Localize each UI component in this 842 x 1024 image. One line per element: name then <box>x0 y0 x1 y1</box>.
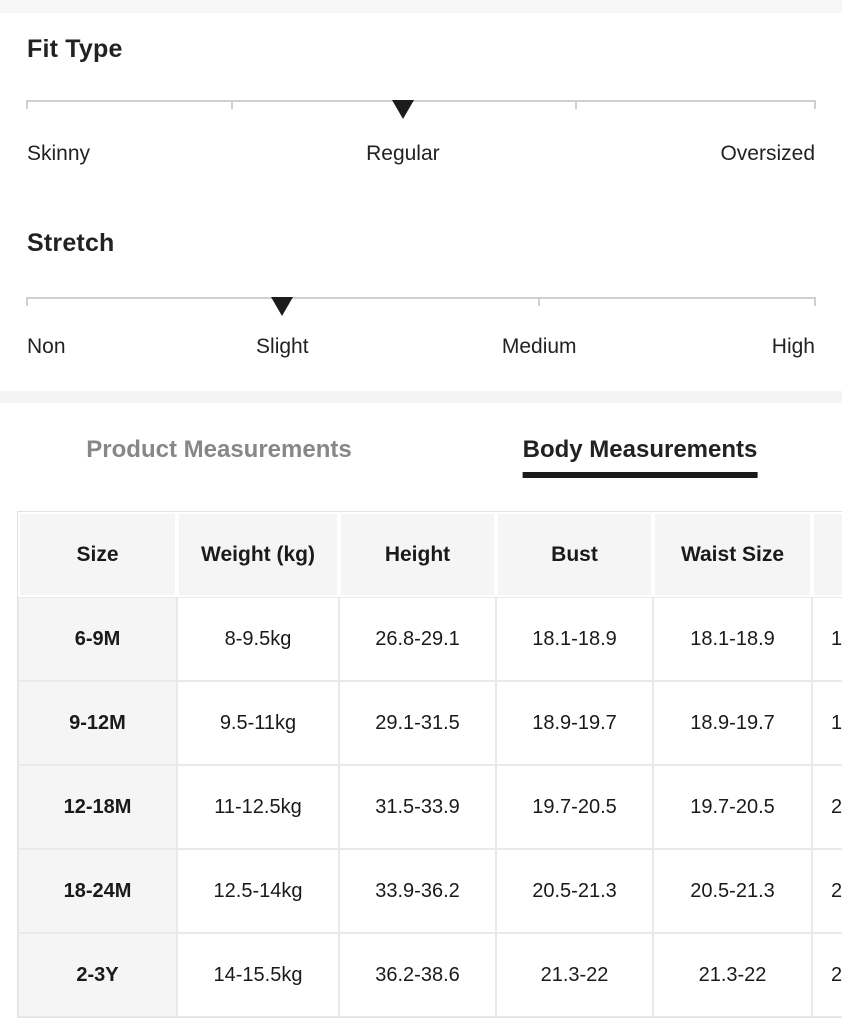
body-measurements-table-wrapper <box>17 511 842 1018</box>
fit-option-skinny: Skinny <box>27 142 91 165</box>
slider-tick <box>26 100 28 109</box>
cell-weight: 11-12.5kg <box>177 765 339 849</box>
cell-waist: 19.7-20.5 <box>653 765 812 849</box>
cell-bust: 21.3-22 <box>496 933 653 1017</box>
measurement-tabs <box>0 436 842 511</box>
section-separator-band <box>0 391 842 403</box>
cell-weight: 8-9.5kg <box>177 597 339 681</box>
col-header-height: Height <box>339 512 496 597</box>
cell-height: 29.1-31.5 <box>339 681 496 765</box>
table-row <box>18 849 842 933</box>
slider-tick <box>538 297 540 306</box>
table-header-row <box>18 512 842 597</box>
slider-tick <box>814 100 816 109</box>
table-row <box>18 597 842 681</box>
table-row <box>18 933 842 1017</box>
cell-waist: 21.3-22 <box>653 933 812 1017</box>
cell-bust: 19.7-20.5 <box>496 765 653 849</box>
cell-bust: 18.9-19.7 <box>496 681 653 765</box>
col-header-clipped <box>812 512 842 597</box>
stretch-labels <box>27 335 815 359</box>
cell-clipped: 2 <box>812 765 842 849</box>
stretch-option-high: High <box>771 335 815 358</box>
cell-waist: 18.9-19.7 <box>653 681 812 765</box>
col-header-size: Size <box>18 512 177 597</box>
stretch-option-medium: Medium <box>501 335 577 358</box>
stretch-slider-track <box>27 297 815 299</box>
cell-waist: 18.1-18.9 <box>653 597 812 681</box>
cell-bust: 18.1-18.9 <box>496 597 653 681</box>
cell-clipped: 2 <box>812 849 842 933</box>
stretch-marker-triangle-icon <box>271 297 293 316</box>
stretch-option-slight: Slight <box>256 335 309 358</box>
table-row <box>18 681 842 765</box>
top-separator-band <box>0 0 842 13</box>
tab-product-measurements[interactable]: Product Measurements <box>86 436 352 463</box>
cell-waist: 20.5-21.3 <box>653 849 812 933</box>
cell-height: 31.5-33.9 <box>339 765 496 849</box>
slider-tick <box>575 100 577 109</box>
cell-clipped: 2 <box>812 933 842 1017</box>
cell-size: 6-9M <box>18 597 177 681</box>
cell-bust: 20.5-21.3 <box>496 849 653 933</box>
fit-type-slider-track <box>27 100 815 102</box>
fit-option-regular: Regular <box>366 142 440 165</box>
cell-height: 26.8-29.1 <box>339 597 496 681</box>
fit-type-marker-triangle-icon <box>392 100 414 119</box>
col-header-weight: Weight (kg) <box>177 512 339 597</box>
cell-size: 2-3Y <box>18 933 177 1017</box>
slider-tick <box>231 100 233 109</box>
stretch-title: Stretch <box>27 229 115 257</box>
stretch-option-non: Non <box>27 335 66 358</box>
table-row <box>18 765 842 849</box>
cell-height: 36.2-38.6 <box>339 933 496 1017</box>
fit-type-section <box>0 35 842 359</box>
fit-type-labels <box>27 142 815 166</box>
slider-tick <box>26 297 28 306</box>
cell-size: 12-18M <box>18 765 177 849</box>
col-header-bust: Bust <box>496 512 653 597</box>
cell-weight: 12.5-14kg <box>177 849 339 933</box>
body-measurements-table <box>18 512 842 1017</box>
cell-weight: 9.5-11kg <box>177 681 339 765</box>
fit-type-title: Fit Type <box>27 35 123 63</box>
cell-weight: 14-15.5kg <box>177 933 339 1017</box>
tab-body-measurements[interactable]: Body Measurements <box>523 436 758 478</box>
cell-height: 33.9-36.2 <box>339 849 496 933</box>
cell-size: 9-12M <box>18 681 177 765</box>
cell-clipped: 1 <box>812 681 842 765</box>
slider-tick <box>814 297 816 306</box>
cell-size: 18-24M <box>18 849 177 933</box>
col-header-waist: Waist Size <box>653 512 812 597</box>
fit-option-oversized: Oversized <box>720 142 815 165</box>
cell-clipped: 1 <box>812 597 842 681</box>
